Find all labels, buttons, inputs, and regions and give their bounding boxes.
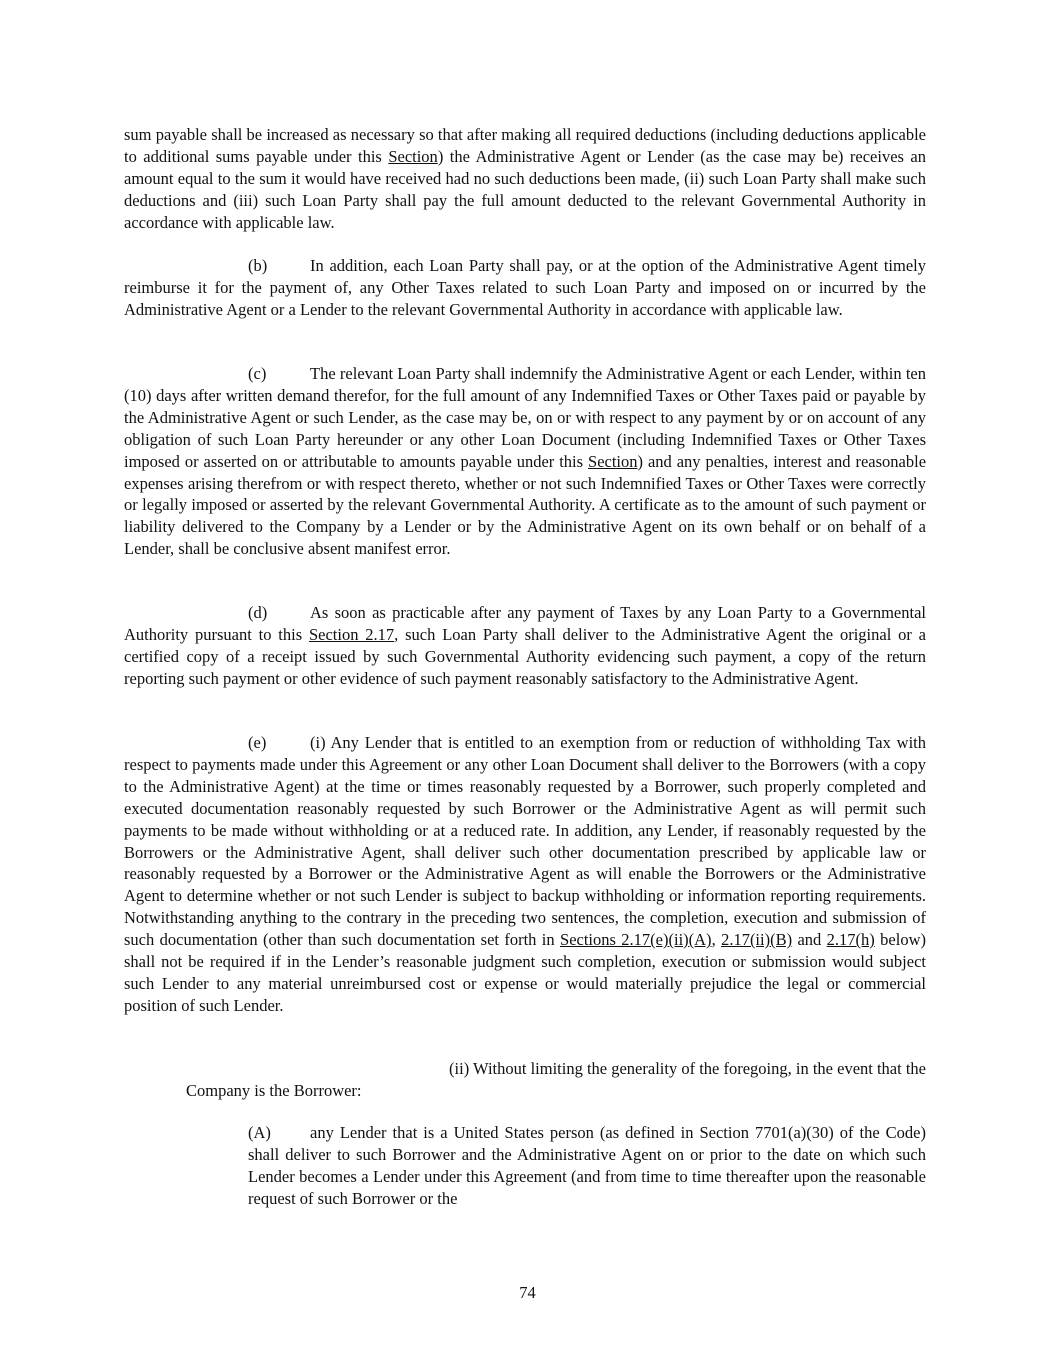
- paragraph-text: sum payable shall be increased as necessary so that after making all required deductions (including deductions applicable to additional sums payable under this: [124, 125, 926, 166]
- paragraph-text: The relevant Loan Party shall indemnify the Administrative Agent or each Lender, within ten (10) days after written demand therefor, for the full amount of any Indemnified Taxes or Other Taxes paid or payable by the Administrative Agent or such Lender, as the case may be, on or with respect to any payment by or on account of any obligation of such Loan Party hereunder or any other Loan Document (including Indemnified Taxes or Other Taxes imposed or asserted on or attributable to amounts payable under this: [124, 364, 926, 471]
- section-link[interactable]: Section 2.17: [308, 624, 395, 644]
- paragraph-text: and: [792, 930, 827, 950]
- paragraph-A: [248, 1122, 926, 1210]
- paragraph-b: [124, 255, 926, 321]
- paragraph-d: [124, 602, 926, 690]
- paragraph-text: ) the Administrative Agent or Lender (as the case may be) receives an amount equal to the sum it would have received had no such deductions been made, (ii) such Loan Party shall make such deductions and (iii) such Loan Party shall pay the full amount deducted to the relevant Governmental Authority in accordance with applicable law.: [124, 146, 926, 232]
- section-link[interactable]: 2.17(ii)(B): [721, 930, 793, 950]
- paragraph-label: (c): [248, 364, 267, 383]
- paragraph-text: ) and any penalties, interest and reasonable expenses arising therefrom or with respect thereto, whether or not such Indemnified Taxes or Other Taxes were correctly or legally imposed or asserted by the relevant Governmental Authority. A certificate as to the amount of such payment or liability delivered to the Company by a Lender or by the Administrative Agent on its own behalf or on behalf of a Lender, shall be conclusive absent manifest error.: [124, 451, 927, 559]
- paragraph-label: (d): [248, 603, 268, 622]
- section-link[interactable]: Section: [588, 451, 638, 471]
- paragraph-text: below) shall not be required if in the Lender’s reasonable judgment such completion, execution or submission would subject such Lender to any material unreimbursed cost or expense or would materially prejudice the legal or commercial position of such Lender.: [124, 930, 926, 1015]
- section-link[interactable]: Sections 2.17(e)(ii)(A): [560, 930, 712, 950]
- paragraph-text: ,: [711, 930, 722, 950]
- paragraph-label: (b): [248, 256, 268, 275]
- paragraph-text: As soon as practicable after any payment of Taxes by any Loan Party to a Governmental Authority pursuant to this: [124, 603, 926, 644]
- paragraph-text: , such Loan Party shall deliver to the Administrative Agent the original or a certified copy of a receipt issued by such Governmental Authority evidencing such payment, a copy of the return reporting such payment or other evidence of such payment reasonably satisfactory to the Administrative Agent.: [124, 624, 926, 688]
- paragraph-text: In addition, each Loan Party shall pay, or at the option of the Administrative Agent timely reimburse it for the payment of, any Other Taxes related to such Loan Party and imposed on or incurred by the Administrative Agent or a Lender to the relevant Governmental Authority in accordance with applicable law.: [124, 256, 926, 319]
- section-link[interactable]: Section: [388, 146, 438, 166]
- paragraph-c: [124, 363, 926, 560]
- paragraph-text: (i) Any Lender that is entitled to an exemption from or reduction of withholding Tax with respect to payments made under this Agreement or any other Loan Document shall deliver to the Borrowers (with a copy to the Administrative Agent) at the time or times reasonably requested by a Borrower, such properly completed and executed documentation reasonably requested by such Borrower or the Administrative Agent as will permit such payments to be made without withholding or at a reduced rate. In addition, any Lender, if reasonably requested by the Borrowers or the Administrative Agent, shall deliver such other documentation prescribed by applicable law or reasonably requested by a Borrower or the Administrative Agent as will enable the Borrowers or the Administrative Agent to determine whether or not such Lender is subject to backup withholding or information reporting requirements. Notwithstanding anything to the contrary in the preceding two sentences, the completion, execution and submission of such documentation (other than such documentation set forth in: [124, 733, 926, 950]
- paragraph-text: any Lender that is a United States person (as defined in Section 7701(a)(30) of the Code) shall deliver to such Borrower and the Administrative Agent on or prior to the date on which such Lender becomes a Lender under this Agreement (and from time to time thereafter upon the reasonable request of such Borrower or the: [248, 1123, 926, 1208]
- paragraph-e-ii-line2: Company is the Borrower:: [186, 1081, 362, 1100]
- page-number: 74: [519, 1283, 536, 1302]
- paragraph-label: (A): [248, 1123, 271, 1142]
- paragraph-e-ii-line1: (ii) Without limiting the generality of the foregoing, in the event that the: [449, 1059, 926, 1078]
- section-link[interactable]: 2.17(h): [826, 930, 875, 950]
- paragraph-intro: [124, 124, 926, 234]
- paragraph-label: (e): [248, 733, 267, 752]
- paragraph-e: [124, 732, 926, 1017]
